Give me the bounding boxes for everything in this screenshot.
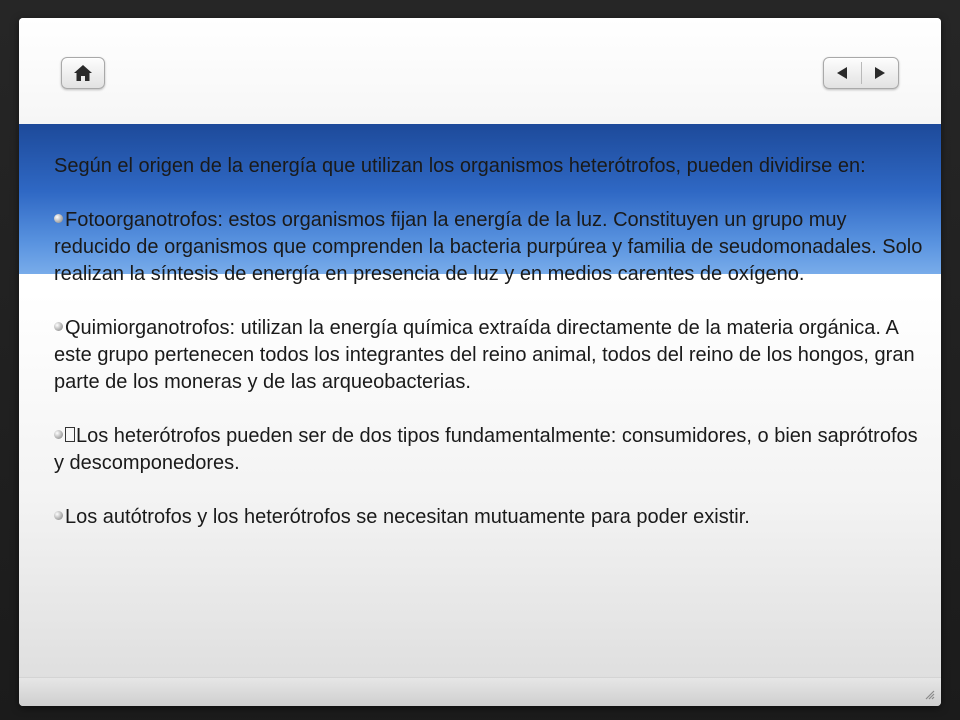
- home-icon: [73, 64, 93, 82]
- slide-header: [19, 18, 941, 124]
- bullet-text: Los autótrofos y los heterótrofos se necesitan mutuamente para poder existir.: [65, 506, 750, 528]
- bullet-item-quimiorganotrofos: [54, 315, 924, 396]
- home-button[interactable]: [61, 57, 105, 89]
- bullet-item-tipos: [54, 423, 924, 477]
- next-slide-button[interactable]: [862, 58, 899, 88]
- triangle-right-icon: [873, 66, 887, 80]
- bullet-icon: [54, 511, 63, 520]
- slide-navigation: [823, 57, 899, 89]
- intro-text: Según el origen de la energía que utilizan los organismos heterótrofos, pueden dividirse en:: [54, 155, 866, 177]
- slide: [19, 18, 941, 706]
- resize-grip-icon[interactable]: [923, 688, 935, 700]
- bullet-text: Los heterótrofos pueden ser de dos tipos fundamentalmente: consumidores, o bien saprótrofos y descomponedores.: [54, 425, 918, 474]
- previous-slide-button[interactable]: [824, 58, 861, 88]
- bullet-icon: [54, 430, 63, 439]
- bullet-text: Quimiorganotrofos: utilizan la energía química extraída directamente de la materia orgánica. A este grupo pertenecen todos los integrantes del reino animal, todos del reino de los hongos, gran parte de los moneras y de las arqueobacterias.: [54, 317, 915, 393]
- bullet-icon: [54, 214, 63, 223]
- bullet-text: Fotoorganotrofos: estos organismos fijan la energía de la luz. Constituyen un grupo muy reducido de organismos que comprenden la bacteria purpúrea y familia de seudomonadales. Solo realizan la síntesis de energía en presencia de luz y en medios carentes de oxígeno.: [54, 209, 923, 285]
- slide-footer: [19, 677, 941, 706]
- bullet-icon: [54, 322, 63, 331]
- bullet-item-fotoorganotrofos: [54, 207, 924, 288]
- missing-glyph-icon: [65, 427, 75, 442]
- triangle-left-icon: [835, 66, 849, 80]
- bullet-item-mutualismo: [54, 504, 924, 531]
- slide-body: [54, 153, 924, 531]
